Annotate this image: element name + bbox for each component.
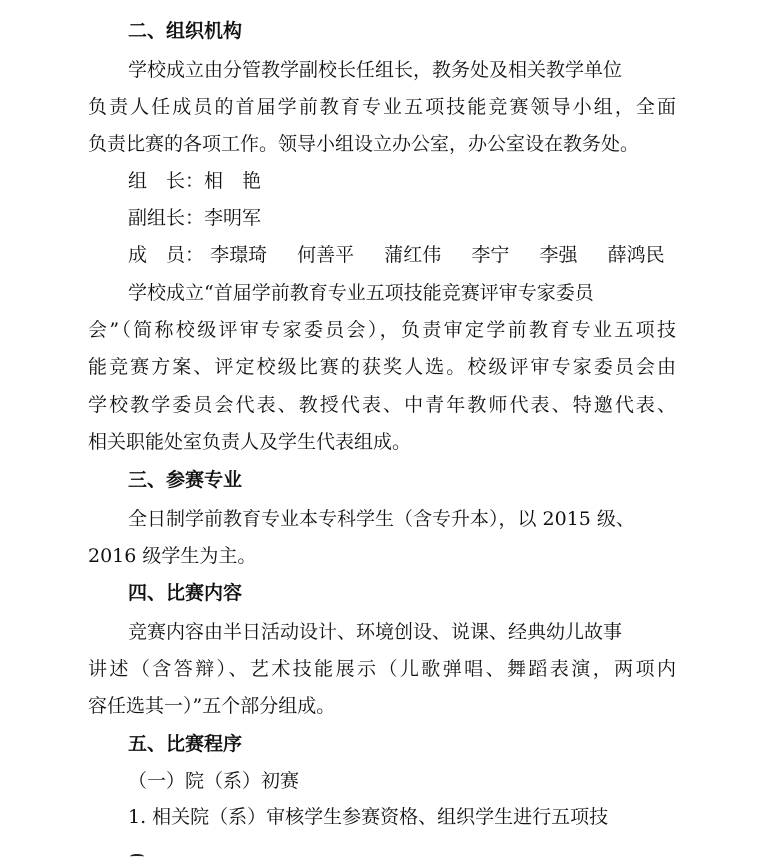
paragraph-line: 竞赛内容由半日活动设计、环境创设、说课、经典幼儿故事 <box>128 621 623 643</box>
paragraph-line: 会”（简称校级评审专家委员会），负责审定学前教育专业五项技 <box>88 319 676 341</box>
member-name: 何善平 <box>297 244 355 266</box>
paragraph-line: 2016 级学生为主。 <box>88 545 257 567</box>
paragraph-line: 容任选其一）”五个部分组成。 <box>88 695 336 717</box>
paragraph-line: 全日制学前教育专业本专科学生（含专升本），以 2015 级、 <box>128 508 635 530</box>
subsection-heading: （一）院（系）初赛 <box>128 770 300 792</box>
paragraph-line: 相关职能处室负责人及学生代表组成。 <box>88 431 412 453</box>
members-label: 成 员： <box>128 244 205 266</box>
member-name: 李强 <box>539 244 578 266</box>
paragraph-line: 学校成立由分管教学副校长任组长，教务处及相关教学单位 <box>128 59 623 81</box>
paragraph-line: 负责人任成员的首届学前教育专业五项技能竞赛领导小组，全面 <box>88 96 676 118</box>
list-item: 1. 相关院（系）审核学生参赛资格、组织学生进行五项技 <box>128 806 609 828</box>
paragraph-line: 学校教学委员会代表、教授代表、中青年教师代表、特邀代表、 <box>88 394 676 416</box>
leader-line: 组 长：相 艳 <box>128 170 262 192</box>
deputy-leader-line: 副组长：李明军 <box>128 207 262 229</box>
member-name: 薛鸿民 <box>607 244 665 266</box>
members-line <box>128 242 728 268</box>
paragraph-line: 学校成立“首届学前教育专业五项技能竞赛评审专家委员 <box>128 282 594 304</box>
section-heading-majors: 三、参赛专业 <box>128 469 243 491</box>
paragraph-line: 负责比赛的各项工作。领导小组设立办公室，办公室设在教务处。 <box>88 133 640 155</box>
section-heading-content: 四、比赛内容 <box>128 582 243 604</box>
paragraph-line: 能竞赛方案、评定校级比赛的获奖人选。校级评审专家委员会由 <box>88 356 676 378</box>
section-heading-organization: 二、组织机构 <box>128 20 243 42</box>
cropped-text-fragment <box>130 854 144 859</box>
paragraph-line: 讲述（含答辩）、艺术技能展示（儿歌弹唱、舞蹈表演，两项内 <box>88 658 676 680</box>
member-name: 李宁 <box>471 244 510 266</box>
member-name: 李璟琦 <box>210 244 268 266</box>
section-heading-procedure: 五、比赛程序 <box>128 733 243 755</box>
member-name: 蒲红伟 <box>384 244 442 266</box>
